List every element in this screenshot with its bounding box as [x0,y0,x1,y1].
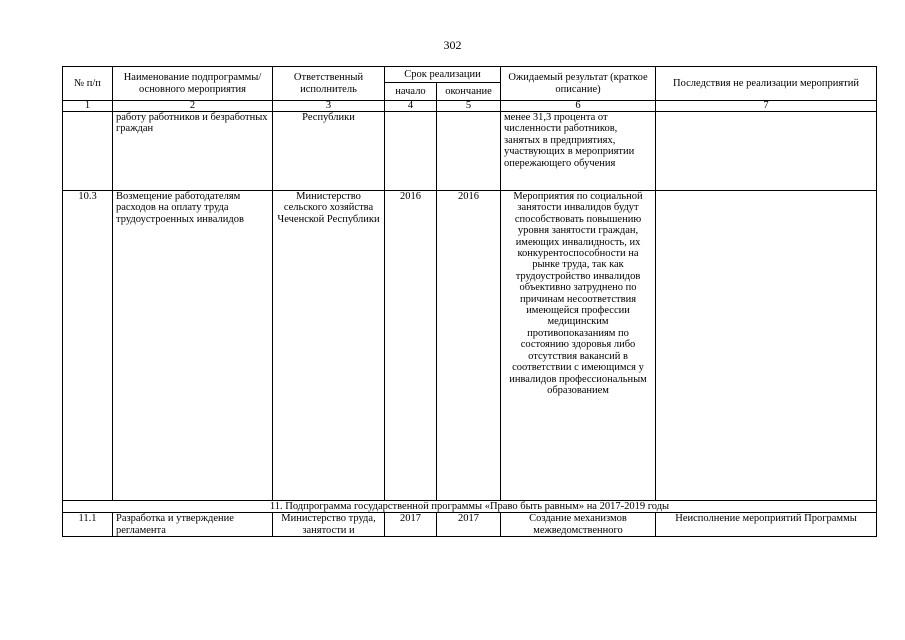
table-row [63,112,877,191]
column-number: 6 [501,101,656,112]
row-end [437,112,501,191]
row-name: работу работников и безработных граждан [113,112,273,191]
row-executor: Министерство сельского хозяйства Чеченской Республики [273,191,385,501]
column-number: 5 [437,101,501,112]
row-end: 2017 [437,513,501,537]
column-number-row [63,101,877,112]
row-num [63,112,113,191]
page-number: 302 [443,38,462,52]
header-result: Ожидаемый результат (краткое описание) [501,67,656,101]
header-name: Наименование подпрограммы/ основного мероприятия [113,67,273,101]
column-number: 7 [656,101,877,112]
column-number: 3 [273,101,385,112]
column-number: 4 [385,101,437,112]
header-end: окончание [437,83,501,101]
row-num: 11.1 [63,513,113,537]
row-start: 2017 [385,513,437,537]
row-name: Возмещение работодателям расходов на оплату труда трудоустроенных инвалидов [113,191,273,501]
row-consequences [656,191,877,501]
row-start: 2016 [385,191,437,501]
row-start [385,112,437,191]
row-result: Создание механизмов межведомственного [501,513,656,537]
row-consequences: Неисполнение мероприятий Программы [656,513,877,537]
header-row [63,67,877,83]
column-number: 1 [63,101,113,112]
row-consequences [656,112,877,191]
header-period: Срок реализации [385,67,501,83]
row-end: 2016 [437,191,501,501]
row-executor: Республики [273,112,385,191]
row-result: Мероприятия по социальной занятости инвалидов будут способствовать повышению уровня занятости граждан, имеющих инвалидность, их конкурентоспособности на рынке труда, так как трудоустройство инвалидов объективно затруднено по причинам несоответствия имеющейся профессии медицинским противопоказаниям по состоянию здоровья либо отсутствия вакансий в соответствии с имеющимся у инвалидов профессиональным образованием [501,191,656,501]
header-num: № п/п [63,67,113,101]
section-title: 11. Подпрограмма государственной программы «Право быть равным» на 2017-2019 годы [63,501,877,513]
row-num: 10.3 [63,191,113,501]
header-executor: Ответственный исполнитель [273,67,385,101]
row-executor: Министерство труда, занятости и [273,513,385,537]
section-row [63,501,877,513]
table-row [63,513,877,537]
column-number: 2 [113,101,273,112]
row-name: Разработка и утверждение регламента [113,513,273,537]
program-table [62,66,877,537]
row-result: менее 31,3 процента от численности работников, занятых в предприятиях, участвующих в мероприятии опережающего обучения [501,112,656,191]
header-start: начало [385,83,437,101]
header-consequences: Последствия не реализации мероприятий [656,67,877,101]
table-row [63,191,877,501]
